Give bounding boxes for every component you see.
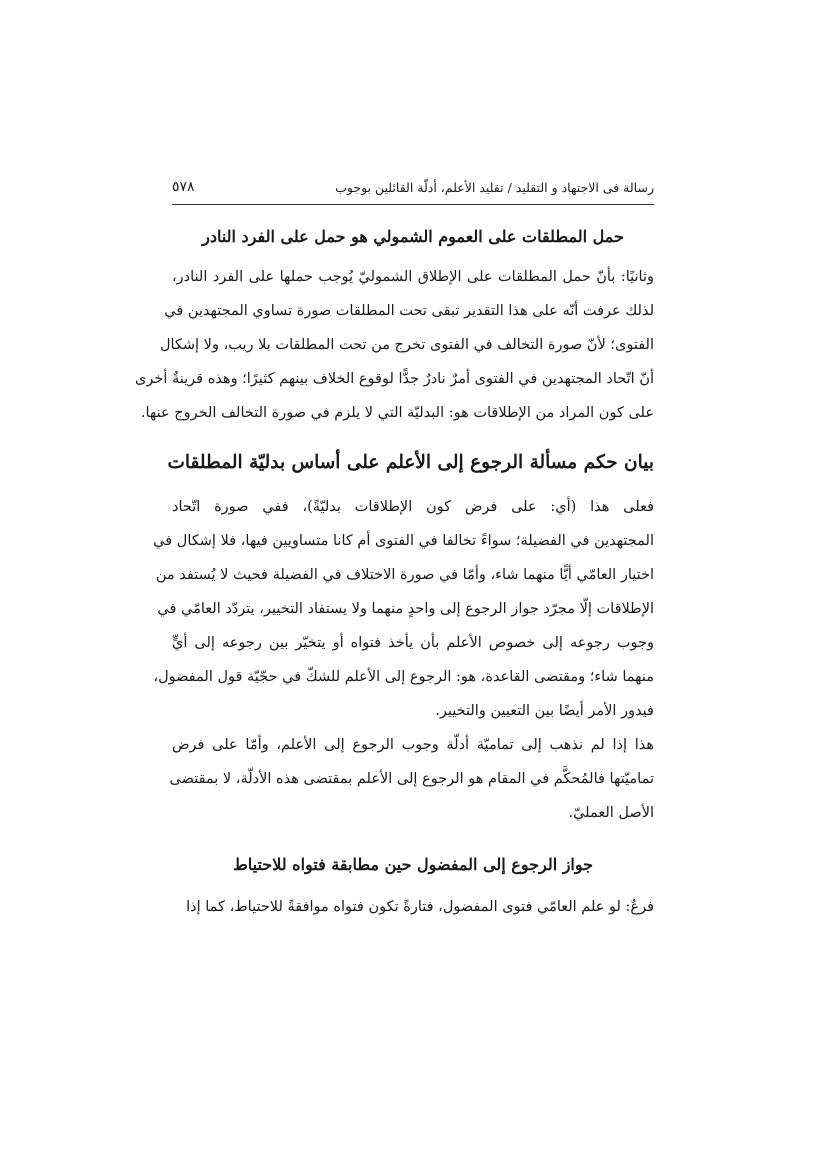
text-line: فعلى هذا (أي: على فرض كون الإطلاقات بدليّةً)، ففي صورة اتّحاد [172,499,654,515]
text-line: الإطلاقات إلّا مجرّد جواز الرجوع إلى واحدٍ منهما ولا يستفاد التخيير، يتردّد العامّي في [157,601,654,617]
section-heading-1: حمل المطلقات على العموم الشمولي هو حمل على الفرد النادر [202,227,624,246]
text-line: أنّ اتّحاد المجتهدين في الفتوى أمرٌ نادرٌ جدًّا لوقوع الخلاف بينهم كثيرًا؛ وهذه قرينةٌ أخرى [135,371,654,387]
text-line: الأصل العمليّ. [568,805,654,821]
paragraph-4 [172,890,654,924]
running-header [172,176,654,205]
text-line: فرعٌ: لو علم العامّي فتوى المفضول، فتارةً تكون فتواه موافقةً للاحتياط، كما إذا [186,899,654,915]
paragraph-2 [153,490,654,728]
paragraph-3 [169,728,654,830]
page-number: ٥٧٨ [172,179,195,195]
section-heading-3: جواز الرجوع إلى المفضول حين مطابقة فتواه للاحتياط [232,855,594,874]
text-line: هذا إذا لم نذهب إلى تماميّة أدلّة وجوب الرجوع إلى الأعلم، وأمّا على فرض [172,737,654,753]
page-body [135,222,654,924]
running-header-title: رسالة فى الاجتهاد و التقليد / تقليد الأعلم، أدلّة القائلين بوجوب [335,180,654,195]
text-line: تماميّتها فالمُحكَّم في المقام هو الرجوع إلى الأعلم بمقتضى هذه الأدلّة، لا بمقتضى [169,771,654,787]
text-line: المجتهدين في الفضيلة؛ سواءً تخالفا في الفتوى أم كانا متساويين فيها، فلا إشكال في [153,533,654,549]
text-line: لذلك عرفت أنّه على هذا التقدير تبقى تحت المطلقات صورة تساوي المجتهدين في [164,303,654,319]
text-line: منهما شاء؛ ومقتضى القاعدة، هو: الرجوع إلى الأعلم للشكّ في حجّيّة قول المفضول، [153,669,654,685]
paragraph-1 [135,260,654,430]
text-line: وجوب رجوعه إلى خصوص الأعلم بأن يأخذ فتواه أو يتخيّر بين رجوعه إلى أيٍّ [172,635,654,651]
text-line: اختيار العامّي أيًّا منهما شاء، وأمّا في صورة الاختلاف في الفضيلة فحيث لا يُستفد من [155,567,654,583]
text-line: وثانيًا: بأنّ حمل المطلقات على الإطلاق الشموليّ يُوجب حملها على الفرد النادر، [172,269,654,285]
section-heading-2: بيان حكم مسألة الرجوع إلى الأعلم على أساس بدليّة المطلقات [167,452,654,473]
text-line: على كون المراد من الإطلاقات هو: البدليّة التي لا يلزم في صورة التخالف الخروج عنها. [140,405,654,421]
text-line: فيدور الأمر أيضًا بين التعيين والتخيير. [435,703,654,719]
text-line: الفتوى؛ لأنّ صورة التخالف في الفتوى تخرج من تحت المطلقات بلا ريب، ولا إشكال [159,337,654,353]
